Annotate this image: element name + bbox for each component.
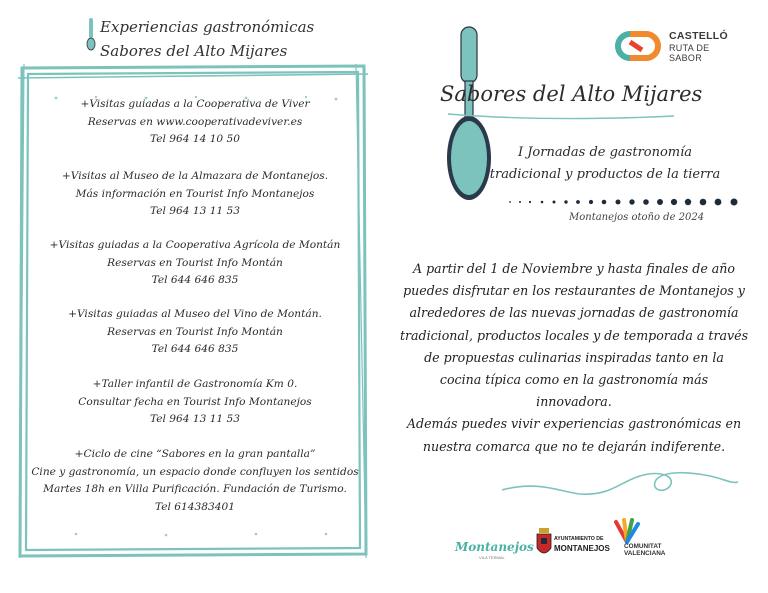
activity-detail: Reservas en Tourist Info Montán [107, 256, 283, 269]
activity-detail: Más información en Tourist Info Montanejos [75, 187, 315, 200]
description-line: Además puedes vivir experiencias gastronómicas en [406, 416, 742, 432]
activity-detail: Reservas en Tourist Info Montán [107, 325, 283, 338]
activity-item [30, 237, 360, 290]
activity-title: +Visitas guiadas al Museo del Vino de Montán. [68, 308, 322, 320]
activity-phone: Tel 964 13 11 53 [149, 205, 241, 218]
activity-item [30, 446, 360, 516]
activity-title: +Visitas guiadas a la Cooperativa Agrícola de Montán [49, 239, 341, 251]
castello-ruta-de-sabor-logo [612, 26, 752, 66]
dotted-divider [508, 196, 748, 210]
activity-detail: Martes 18h en Villa Purificación. Fundación de Turismo. [43, 483, 347, 496]
coat-of-arms-icon [536, 528, 552, 558]
left-title-line1: Experiencias gastronómicas [100, 18, 315, 36]
activity-phone: Tel 964 13 11 53 [149, 413, 241, 426]
activity-detail: Consultar fecha en Tourist Info Montanejos [78, 395, 312, 408]
left-title-line2: Sabores del Alto Mijares [100, 42, 288, 60]
activity-title: +Ciclo de cine “Sabores en la gran pantalla” [74, 448, 316, 460]
swirl-ornament [500, 462, 740, 512]
castello-logo-line1: CASTELLÓ [669, 30, 728, 42]
subtitle-line2: tradicional y productos de la tierra [489, 167, 721, 182]
activity-phone: Tel 964 14 10 50 [149, 133, 241, 146]
activity-detail: Cine y gastronomía, un espacio donde confluyen los sentidos [31, 465, 359, 478]
activity-item [30, 306, 360, 359]
description-line: de propuestas culinarias inspiradas tanto en la [424, 349, 724, 365]
title-underline [448, 108, 678, 122]
description-line: A partir del 1 de Noviembre y hasta finales de año [412, 261, 735, 276]
event-subtitle [482, 142, 728, 186]
comunitat-valenciana-logo [612, 518, 682, 560]
activity-title: +Visitas al Museo de la Almazara de Montanejos. [61, 170, 329, 182]
event-description [398, 258, 750, 458]
activity-title: +Taller infantil de Gastronomía Km 0. [92, 378, 298, 390]
castello-ruta-logo-icon [612, 28, 664, 64]
activity-detail: Reservas en www.cooperativadeviver.es [87, 115, 303, 128]
activity-phone: Tel 644 646 835 [151, 343, 239, 356]
cv-logo-line2: VALENCIANA [624, 550, 666, 557]
description-line: cocina típica como en la gastronomía más [439, 372, 709, 388]
comunitat-valenciana-burst-icon [614, 518, 640, 544]
description-line: innovadora. [536, 394, 612, 410]
activity-phone: Tel 644 646 835 [151, 274, 239, 287]
description-line: nuestra comarca que no te dejarán indiferente. [422, 438, 726, 454]
activity-phone: Tel 614383401 [155, 500, 235, 513]
ayuntamiento-montanejos-logo [536, 528, 612, 560]
montanejos-logo-tag: VILA TERMAL [479, 555, 505, 560]
description-line: tradicional, productos locales y de temporada a través [399, 327, 749, 343]
ayto-logo-line2: MONTANEJOS [554, 544, 610, 553]
montanejos-logo-word: Montanejos [455, 540, 534, 554]
cv-logo-line1: COMUNITAT [624, 543, 662, 550]
ayto-logo-line1: AYUNTAMIENTO DE [554, 536, 604, 542]
event-date: Montanejos otoño de 2024 [569, 212, 705, 223]
activity-item [30, 96, 360, 149]
castello-logo-line2: RUTA DE [669, 43, 710, 53]
montanejos-logo [455, 540, 535, 560]
description-line: alrededores de las nuevas jornadas de gastronomía [409, 305, 739, 321]
activity-item [30, 376, 360, 429]
castello-logo-line3: SABOR [669, 53, 703, 63]
activity-title: +Visitas guiadas a la Cooperativa de Viver [80, 98, 310, 110]
brand-title: Sabores del Alto Mijares [440, 82, 703, 106]
spoon-icon [86, 18, 96, 52]
description-line: puedes disfrutar en los restaurantes de Montanejos y [403, 283, 745, 299]
activity-item [30, 168, 360, 221]
subtitle-line1: I Jornadas de gastronomía [517, 145, 693, 160]
